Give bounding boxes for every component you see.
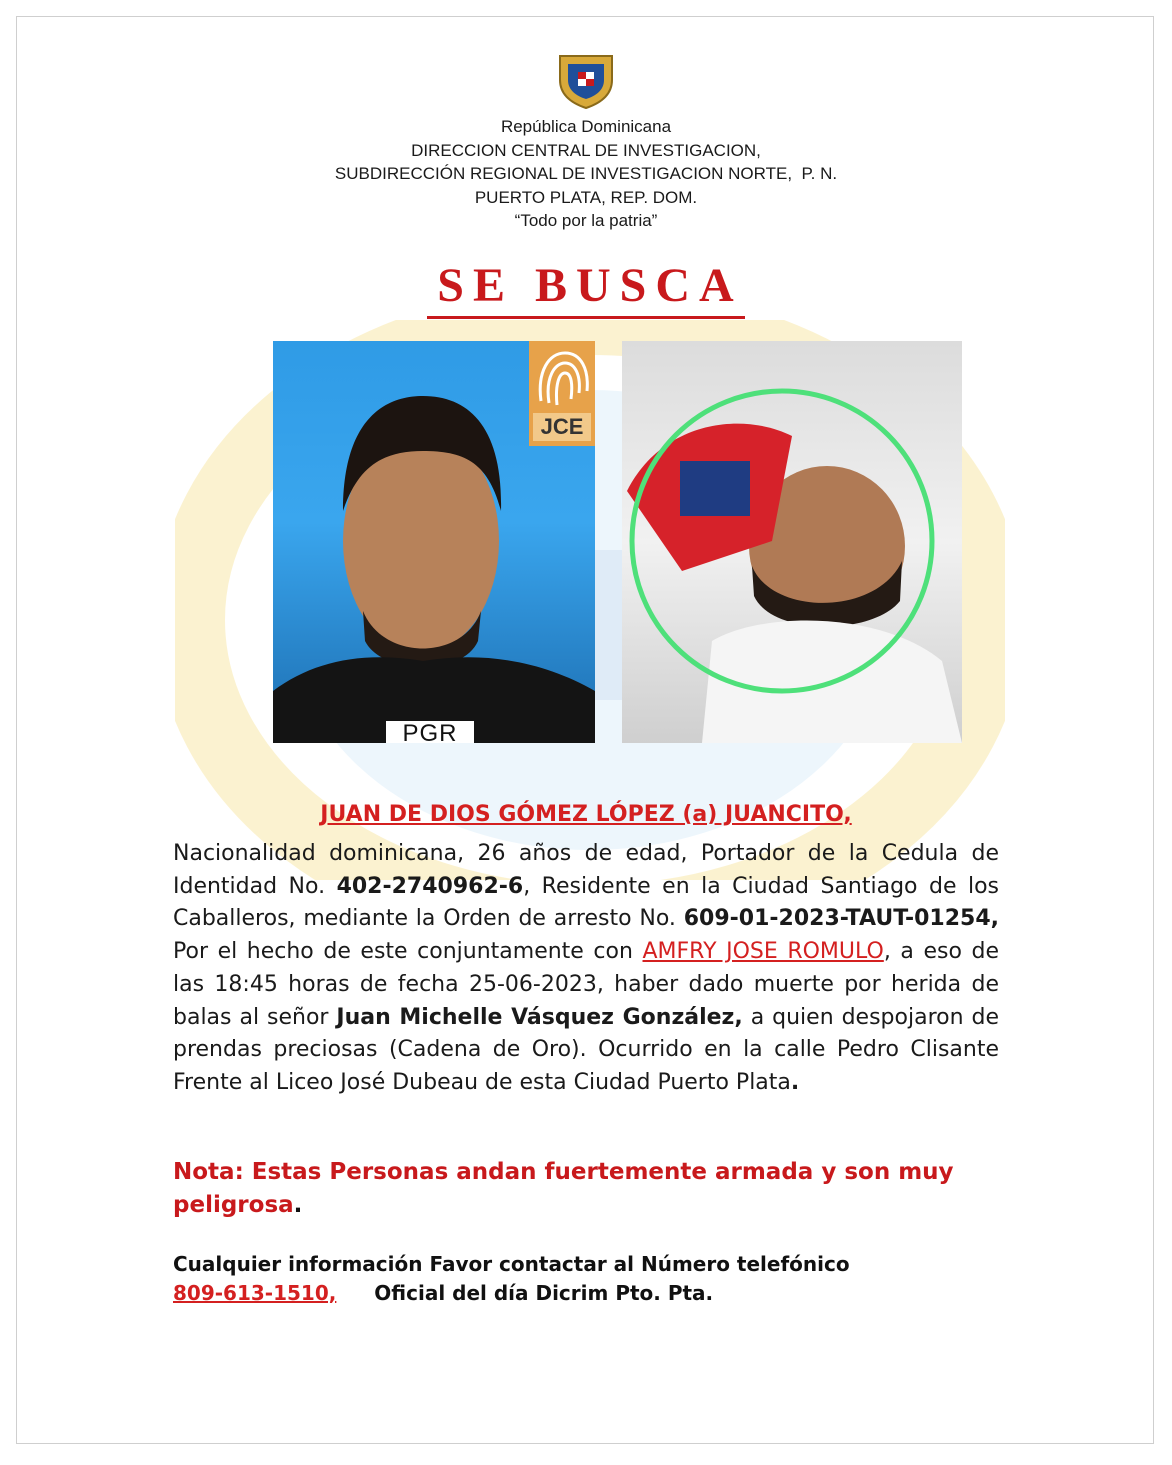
warning-note: Nota: Estas Personas andan fuertemente armada y son muy peligrosa. (173, 1159, 954, 1218)
officer-line: Oficial del día Dicrim Pto. Pta. (374, 1281, 714, 1305)
arrest-order-number: 609-01-2023-TAUT-01254, (683, 906, 999, 932)
accomplice-name: AMFRY JOSE ROMULO (642, 939, 884, 965)
contact-line: Cualquier información Favor contactar al Número telefónico (173, 1252, 850, 1276)
suspect-id-photo (273, 341, 595, 743)
fingerprint-icon (529, 341, 595, 411)
wanted-title: SE BUSCA (0, 258, 1172, 313)
fingerprint-badge (529, 341, 595, 446)
subagency-line: SUBDIRECCIÓN REGIONAL DE INVESTIGACION NORTE, P. N. (334, 164, 838, 183)
jce-badge-label: JCE (533, 413, 591, 441)
dicrim-crest-logo (556, 50, 616, 110)
suspect-casual-photo (622, 341, 962, 743)
agency-line: DIRECCION CENTRAL DE INVESTIGACION, (411, 140, 761, 160)
suspect-name: JUAN DE DIOS GÓMEZ LÓPEZ (a) JUANCITO, (320, 802, 852, 827)
pgr-stamp: PGR (386, 721, 474, 743)
contact-info (173, 1250, 999, 1308)
agency-header (0, 115, 1172, 233)
country-line: República Dominicana (500, 117, 672, 136)
case-description: Nacionalidad dominicana, 26 años de edad, Portador de la Cedula de Identidad No. 402-2740962-6, Residente en la Ciudad Santiago de los Caballeros, mediante la Orden de arresto No. 609-01-2023-TAUT-01254, Por el hecho de este conjuntamente con AMFRY JOSE ROMULO, a eso de las 18:45 horas de fecha 25-06-2023, haber dado muerte por herida de balas al señor Juan Michelle Vásquez González, a quien despojaron de prendas preciosas (Cadena de Oro). Ocurrido en la calle Pedro Clisante Frente al Liceo José Dubeau de esta Ciudad Puerto Plata. (173, 841, 999, 1095)
victim-name: Juan Michelle Vásquez González, (336, 1004, 743, 1030)
motto-line: “Todo por la patria” (514, 211, 658, 230)
casual-portrait (622, 341, 962, 743)
phone-number[interactable]: 809-613-1510, (173, 1281, 337, 1305)
cedula-number: 402-2740962-6 (336, 873, 524, 899)
location-line: PUERTO PLATA, REP. DOM. (474, 187, 698, 207)
